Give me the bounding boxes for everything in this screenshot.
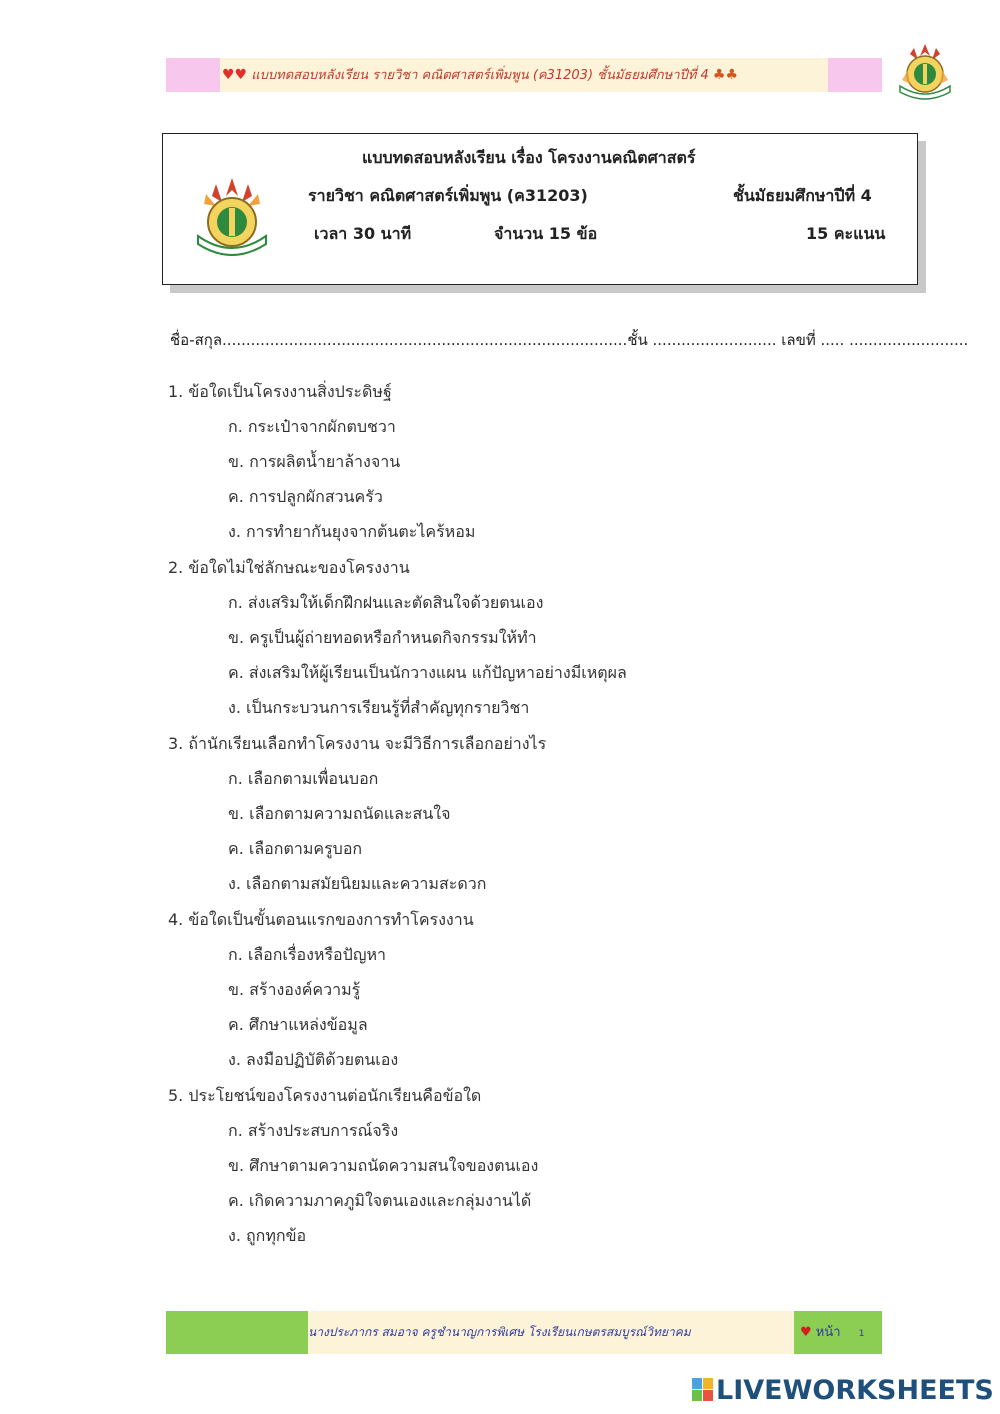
test-duration: เวลา 30 นาที	[314, 224, 412, 243]
question-count: จำนวน 15 ข้อ	[494, 224, 598, 243]
question-5: 5. ประโยชน์ของโครงงานต่อนักเรียนคือข้อใด	[168, 1086, 482, 1105]
question-2-option-a[interactable]: ก. ส่งเสริมให้เด็กฝึกฝนและตัดสินใจด้วยตนเอง	[228, 593, 544, 612]
question-4-option-a[interactable]: ก. เลือกเรื่องหรือปัญหา	[228, 945, 386, 964]
question-4-option-b[interactable]: ข. สร้างองค์ความรู้	[228, 980, 361, 999]
question-5-option-d[interactable]: ง. ถูกทุกข้อ	[228, 1226, 307, 1245]
question-3-option-b[interactable]: ข. เลือกตามความถนัดและสนใจ	[228, 804, 451, 823]
heart-icon: ♥	[800, 1325, 812, 1340]
footer-page	[800, 1311, 864, 1354]
question-1-option-d[interactable]: ง. การทำยากันยุงจากต้นตะไคร้หอม	[228, 522, 476, 541]
question-5-option-a[interactable]: ก. สร้างประสบการณ์จริง	[228, 1121, 399, 1140]
question-2: 2. ข้อใดไม่ใช่ลักษณะของโครงงาน	[168, 558, 410, 577]
question-4: 4. ข้อใดเป็นขั้นตอนแรกของการทำโครงงาน	[168, 910, 474, 929]
test-title: แบบทดสอบหลังเรียน เรื่อง โครงงานคณิตศาสตร์	[362, 148, 696, 167]
question-3-option-d[interactable]: ง. เลือกตามสมัยนิยมและความสะดวก	[228, 874, 487, 893]
header-right-accent	[828, 58, 882, 92]
question-1: 1. ข้อใดเป็นโครงงานสิ่งประดิษฐ์	[168, 382, 392, 401]
footer-teacher-info: นางประภากร สมอาจ ครูชำนาญการพิเศษ โรงเรียนเกษตรสมบูรณ์วิทยาคม	[308, 1325, 691, 1339]
question-1-option-b[interactable]: ข. การผลิตน้ำยาล้างจาน	[228, 452, 401, 471]
page-label: หน้า	[815, 1325, 841, 1340]
question-5-option-c[interactable]: ค. เกิดความภาคภูมิใจตนเองและกลุ่มงานได้	[228, 1191, 532, 1210]
heart-icons: ♥♥	[222, 67, 248, 83]
question-3-option-c[interactable]: ค. เลือกตามครูบอก	[228, 839, 363, 858]
question-3: 3. ถ้านักเรียนเลือกทำโครงงาน จะมีวิธีการเลือกอย่างไร	[168, 734, 547, 753]
school-seal-large	[194, 176, 270, 262]
school-seal-small	[896, 40, 954, 104]
question-4-option-c[interactable]: ค. ศึกษาแหล่งข้อมูล	[228, 1015, 368, 1034]
question-5-option-b[interactable]: ข. ศึกษาตามความถนัดความสนใจของตนเอง	[228, 1156, 539, 1175]
question-1-option-a[interactable]: ก. กระเป๋าจากผักตบชวา	[228, 417, 396, 436]
subject-name: รายวิชา คณิตศาสตร์เพิ่มพูน (ค31203)	[308, 186, 588, 205]
question-2-option-d[interactable]: ง. เป็นกระบวนการเรียนรู้ที่สำคัญทุกรายวิชา	[228, 698, 530, 717]
liveworksheets-logo	[692, 1376, 992, 1406]
question-3-option-a[interactable]: ก. เลือกตามเพื่อนบอก	[228, 769, 379, 788]
question-4-option-d[interactable]: ง. ลงมือปฏิบัติด้วยตนเอง	[228, 1050, 399, 1069]
question-2-option-c[interactable]: ค. ส่งเสริมให้ผู้เรียนเป็นนักวางแผน แก้ปัญหาอย่างมีเหตุผล	[228, 663, 627, 682]
liveworksheets-icon	[692, 1378, 714, 1402]
footer-left-accent	[166, 1311, 308, 1354]
grade-level: ชั้นมัธยมศึกษาปีที่ 4	[733, 186, 872, 205]
liveworksheets-wordmark: LIVEWORKSHEETS	[716, 1375, 994, 1406]
club-icons: ♣♣	[712, 67, 739, 83]
header-text	[222, 58, 832, 92]
question-2-option-b[interactable]: ข. ครูเป็นผู้ถ่ายทอดหรือกำหนดกิจกรรมให้ทำ	[228, 628, 537, 647]
total-score: 15 คะแนน	[806, 224, 886, 243]
header-title: แบบทดสอบหลังเรียน รายวิชา คณิตศาสตร์เพิ่มพูน (ค31203) ชั้นมัธยมศึกษาปีที่ 4	[251, 68, 709, 83]
header-left-accent	[166, 58, 220, 92]
page-number: 1	[858, 1329, 865, 1339]
question-1-option-c[interactable]: ค. การปลูกผักสวนครัว	[228, 487, 383, 506]
student-info-line: ชื่อ-สกุล.....................................................................................ชั้น .......................... เลขที่ ..... .........................	[170, 331, 969, 349]
